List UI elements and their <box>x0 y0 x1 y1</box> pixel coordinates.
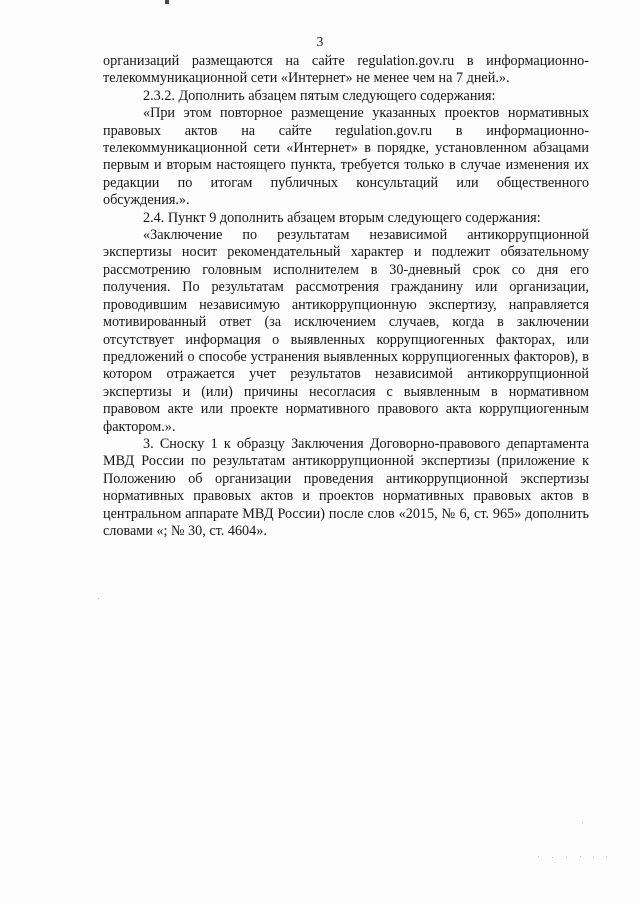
scan-speck <box>566 857 567 858</box>
paragraph-continuation: организаций размещаются на сайте regulation.gov.ru в информационно-телекоммуникационной сети «Интернет» не менее чем на 7 дней.». <box>103 53 589 87</box>
scan-artifact <box>165 0 169 4</box>
paragraph-item-2-3-2: 2.3.2. Дополнить абзацем пятым следующего содержания: <box>143 87 496 104</box>
scan-speck <box>606 856 607 857</box>
scan-speck <box>593 857 594 858</box>
paragraph-item-2-4: 2.4. Пункт 9 дополнить абзацем вторым следующего содержания: <box>143 209 541 226</box>
paragraph-item-3-footnote: 3. Сноску 1 к образцу Заключения Договорно-правового департамента МВД России по результатам антикоррупционной экспертизы (приложение к Положению об организации проведения антикоррупционной экспертизы нормативных правовых актов и проектов нормативных правовых актов в центральном аппарате МВД России) после слов «2015, № 6, ст. 965» дополнить словами «; № 30, ст. 4604». <box>103 435 589 539</box>
scan-speck <box>580 856 581 857</box>
scan-speck <box>582 822 583 823</box>
scan-speck <box>552 857 553 858</box>
paragraph-quote-conclusion: «Заключение по результатам независимой антикоррупционной экспертизы носит рекомендательный характер и подлежит обязательному рассмотрению головным исполнителем в 30-дневный срок со дня его получения. По результатам рассмотрения гражданину или организации, проводившим независимую антикоррупционную экспертизу, направляется мотивированный ответ (за исключением случаев, когда в заключении отсутствует информация о выявленных коррупциогенных факторах, или предложений о способе устранения выявленных коррупциогенных факторов), в котором отражается учет результатов независимой антикоррупционной экспертизы и (или) причины несогласия с выявленным в нормативном правовом акте или проекте нормативного правового акта коррупциогенным фактором.». <box>103 227 589 435</box>
scan-speck <box>98 598 99 599</box>
document-body <box>103 53 589 540</box>
page-number: 3 <box>316 34 324 49</box>
paragraph-quote-republication: «При этом повторное размещение указанных проектов нормативных правовых актов на сайте regulation.gov.ru в информационно-телекоммуникационной сети «Интернет» в порядке, установленном абзацами первым и вторым настоящего пункта, требуется только в случае изменения их редакции по итогам публичных консультаций или общественного обсуждения.». <box>103 105 589 209</box>
scan-speck <box>538 856 539 857</box>
